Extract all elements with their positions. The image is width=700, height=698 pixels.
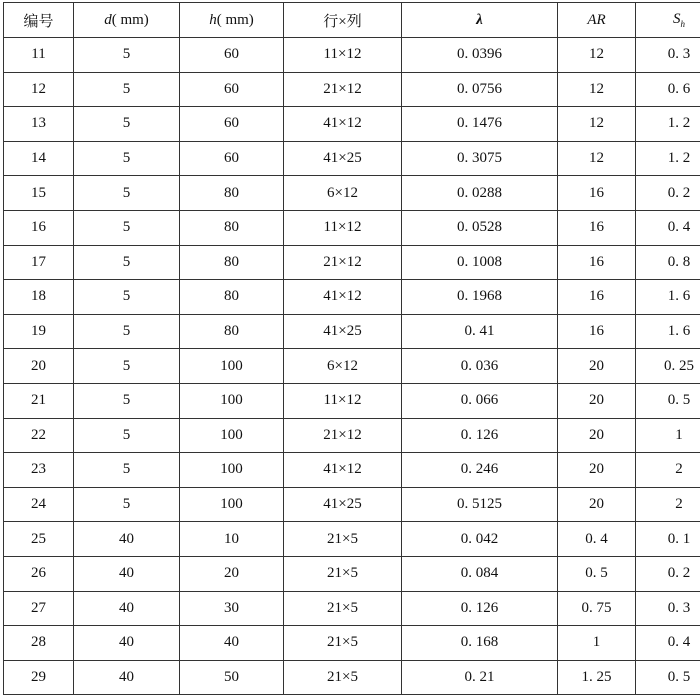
cell-sh: 2 xyxy=(636,487,700,522)
cell-sh: 0. 2 xyxy=(636,556,700,591)
header-sh xyxy=(636,3,700,38)
cell-rows-cols: 41×25 xyxy=(284,141,402,176)
cell-no: 18 xyxy=(4,280,74,315)
cell-lambda: 0. 168 xyxy=(402,626,558,661)
cell-no: 12 xyxy=(4,72,74,107)
cell-ar: 12 xyxy=(558,72,636,107)
cell-lambda: 0. 246 xyxy=(402,453,558,488)
cell-ar: 1 xyxy=(558,626,636,661)
cell-d: 40 xyxy=(74,626,180,661)
cell-rows-cols: 21×5 xyxy=(284,660,402,695)
cell-no: 22 xyxy=(4,418,74,453)
header-ar-label: AR xyxy=(587,11,606,28)
cell-lambda: 0. 0528 xyxy=(402,210,558,245)
header-h-unit: ( mm) xyxy=(216,11,254,28)
cell-h: 100 xyxy=(180,487,284,522)
cell-ar: 20 xyxy=(558,487,636,522)
table-row xyxy=(4,107,700,142)
cell-sh: 2 xyxy=(636,453,700,488)
cell-h: 80 xyxy=(180,210,284,245)
cell-rows-cols: 41×12 xyxy=(284,107,402,142)
table-header xyxy=(4,3,700,38)
cell-sh: 0. 1 xyxy=(636,522,700,557)
cell-no: 23 xyxy=(4,453,74,488)
cell-ar: 1. 25 xyxy=(558,660,636,695)
cell-no: 14 xyxy=(4,141,74,176)
cell-lambda: 0. 1476 xyxy=(402,107,558,142)
header-h-symbol: h xyxy=(209,11,217,28)
cell-h: 10 xyxy=(180,522,284,557)
table-row xyxy=(4,245,700,280)
cell-sh: 0. 5 xyxy=(636,383,700,418)
cell-h: 50 xyxy=(180,660,284,695)
cell-no: 24 xyxy=(4,487,74,522)
cell-sh: 0. 6 xyxy=(636,72,700,107)
header-d xyxy=(74,3,180,38)
cell-sh: 1. 2 xyxy=(636,107,700,142)
header-no xyxy=(4,3,74,38)
table-row xyxy=(4,38,700,73)
cell-lambda: 0. 41 xyxy=(402,314,558,349)
cell-sh: 0. 4 xyxy=(636,626,700,661)
cell-h: 20 xyxy=(180,556,284,591)
cell-sh: 1. 2 xyxy=(636,141,700,176)
cell-rows-cols: 41×12 xyxy=(284,453,402,488)
cell-lambda: 0. 1968 xyxy=(402,280,558,315)
cell-h: 60 xyxy=(180,38,284,73)
cell-lambda: 0. 084 xyxy=(402,556,558,591)
cell-d: 40 xyxy=(74,591,180,626)
cell-h: 80 xyxy=(180,245,284,280)
cell-lambda: 0. 3075 xyxy=(402,141,558,176)
table-row xyxy=(4,314,700,349)
table-row xyxy=(4,591,700,626)
cell-d: 5 xyxy=(74,314,180,349)
header-rows-cols xyxy=(284,3,402,38)
cell-h: 100 xyxy=(180,453,284,488)
table-row xyxy=(4,72,700,107)
cell-sh: 0. 2 xyxy=(636,176,700,211)
header-sh-symbol: S xyxy=(673,11,681,27)
cell-d: 5 xyxy=(74,210,180,245)
cell-no: 16 xyxy=(4,210,74,245)
table-row xyxy=(4,626,700,661)
table-row xyxy=(4,660,700,695)
cell-lambda: 0. 042 xyxy=(402,522,558,557)
header-ar xyxy=(558,3,636,38)
cell-sh: 0. 3 xyxy=(636,591,700,626)
cell-rows-cols: 11×12 xyxy=(284,38,402,73)
table-row xyxy=(4,453,700,488)
cell-ar: 16 xyxy=(558,314,636,349)
cell-rows-cols: 21×5 xyxy=(284,522,402,557)
cell-d: 5 xyxy=(74,349,180,384)
header-no-label: 编号 xyxy=(23,13,54,30)
table-row xyxy=(4,349,700,384)
table-row xyxy=(4,418,700,453)
cell-h: 60 xyxy=(180,72,284,107)
cell-no: 11 xyxy=(4,38,74,73)
cell-ar: 20 xyxy=(558,418,636,453)
cell-d: 40 xyxy=(74,556,180,591)
cell-h: 30 xyxy=(180,591,284,626)
cell-rows-cols: 21×12 xyxy=(284,72,402,107)
cell-rows-cols: 6×12 xyxy=(284,176,402,211)
cell-d: 5 xyxy=(74,176,180,211)
header-d-unit: ( mm) xyxy=(111,11,149,28)
cell-ar: 16 xyxy=(558,210,636,245)
cell-lambda: 0. 5125 xyxy=(402,487,558,522)
cell-rows-cols: 21×5 xyxy=(284,591,402,626)
data-table xyxy=(3,2,700,695)
header-d-symbol: d xyxy=(104,11,112,28)
cell-d: 40 xyxy=(74,522,180,557)
cell-h: 80 xyxy=(180,314,284,349)
header-row xyxy=(4,3,700,38)
header-h xyxy=(180,3,284,38)
table-row xyxy=(4,487,700,522)
cell-rows-cols: 11×12 xyxy=(284,383,402,418)
cell-rows-cols: 41×25 xyxy=(284,314,402,349)
cell-d: 5 xyxy=(74,383,180,418)
cell-no: 17 xyxy=(4,245,74,280)
cell-d: 5 xyxy=(74,487,180,522)
cell-ar: 20 xyxy=(558,349,636,384)
cell-h: 100 xyxy=(180,383,284,418)
table-row xyxy=(4,141,700,176)
header-lambda-symbol: λ xyxy=(476,11,483,28)
cell-d: 5 xyxy=(74,280,180,315)
cell-no: 21 xyxy=(4,383,74,418)
cell-d: 5 xyxy=(74,38,180,73)
cell-ar: 20 xyxy=(558,383,636,418)
cell-sh: 0. 5 xyxy=(636,660,700,695)
cell-rows-cols: 21×12 xyxy=(284,418,402,453)
cell-no: 13 xyxy=(4,107,74,142)
cell-ar: 20 xyxy=(558,453,636,488)
cell-lambda: 0. 126 xyxy=(402,591,558,626)
cell-h: 100 xyxy=(180,349,284,384)
cell-rows-cols: 41×12 xyxy=(284,280,402,315)
cell-h: 60 xyxy=(180,107,284,142)
table-row xyxy=(4,210,700,245)
cell-ar: 0. 4 xyxy=(558,522,636,557)
cell-d: 5 xyxy=(74,72,180,107)
cell-lambda: 0. 126 xyxy=(402,418,558,453)
table-body xyxy=(4,38,700,695)
table-row xyxy=(4,176,700,211)
cell-rows-cols: 21×12 xyxy=(284,245,402,280)
cell-no: 28 xyxy=(4,626,74,661)
cell-rows-cols: 11×12 xyxy=(284,210,402,245)
cell-no: 20 xyxy=(4,349,74,384)
cell-lambda: 0. 1008 xyxy=(402,245,558,280)
cell-h: 40 xyxy=(180,626,284,661)
cell-ar: 12 xyxy=(558,107,636,142)
cell-h: 60 xyxy=(180,141,284,176)
cell-rows-cols: 21×5 xyxy=(284,626,402,661)
cell-d: 40 xyxy=(74,660,180,695)
cell-d: 5 xyxy=(74,107,180,142)
cell-lambda: 0. 066 xyxy=(402,383,558,418)
cell-no: 19 xyxy=(4,314,74,349)
cell-d: 5 xyxy=(74,141,180,176)
cell-lambda: 0. 0396 xyxy=(402,38,558,73)
cell-no: 25 xyxy=(4,522,74,557)
cell-h: 80 xyxy=(180,280,284,315)
cell-sh: 1 xyxy=(636,418,700,453)
cell-ar: 12 xyxy=(558,141,636,176)
cell-lambda: 0. 0288 xyxy=(402,176,558,211)
cell-sh: 0. 25 xyxy=(636,349,700,384)
cell-d: 5 xyxy=(74,453,180,488)
table-row xyxy=(4,383,700,418)
cell-sh: 1. 6 xyxy=(636,280,700,315)
cell-h: 80 xyxy=(180,176,284,211)
cell-ar: 16 xyxy=(558,280,636,315)
header-rows-cols-label: 行×列 xyxy=(323,13,362,30)
cell-sh: 0. 4 xyxy=(636,210,700,245)
cell-d: 5 xyxy=(74,245,180,280)
cell-sh: 1. 6 xyxy=(636,314,700,349)
cell-rows-cols: 21×5 xyxy=(284,556,402,591)
cell-ar: 0. 75 xyxy=(558,591,636,626)
cell-ar: 16 xyxy=(558,176,636,211)
cell-no: 26 xyxy=(4,556,74,591)
cell-ar: 12 xyxy=(558,38,636,73)
cell-no: 15 xyxy=(4,176,74,211)
cell-ar: 16 xyxy=(558,245,636,280)
header-lambda xyxy=(402,3,558,38)
cell-sh: 0. 8 xyxy=(636,245,700,280)
cell-lambda: 0. 21 xyxy=(402,660,558,695)
table-row xyxy=(4,522,700,557)
cell-ar: 0. 5 xyxy=(558,556,636,591)
cell-sh: 0. 3 xyxy=(636,38,700,73)
cell-lambda: 0. 036 xyxy=(402,349,558,384)
cell-no: 27 xyxy=(4,591,74,626)
cell-lambda: 0. 0756 xyxy=(402,72,558,107)
table-row xyxy=(4,280,700,315)
table-row xyxy=(4,556,700,591)
cell-h: 100 xyxy=(180,418,284,453)
cell-rows-cols: 41×25 xyxy=(284,487,402,522)
header-sh-subscript: h xyxy=(680,19,685,29)
cell-no: 29 xyxy=(4,660,74,695)
cell-rows-cols: 6×12 xyxy=(284,349,402,384)
cell-d: 5 xyxy=(74,418,180,453)
data-table-container xyxy=(3,2,694,695)
